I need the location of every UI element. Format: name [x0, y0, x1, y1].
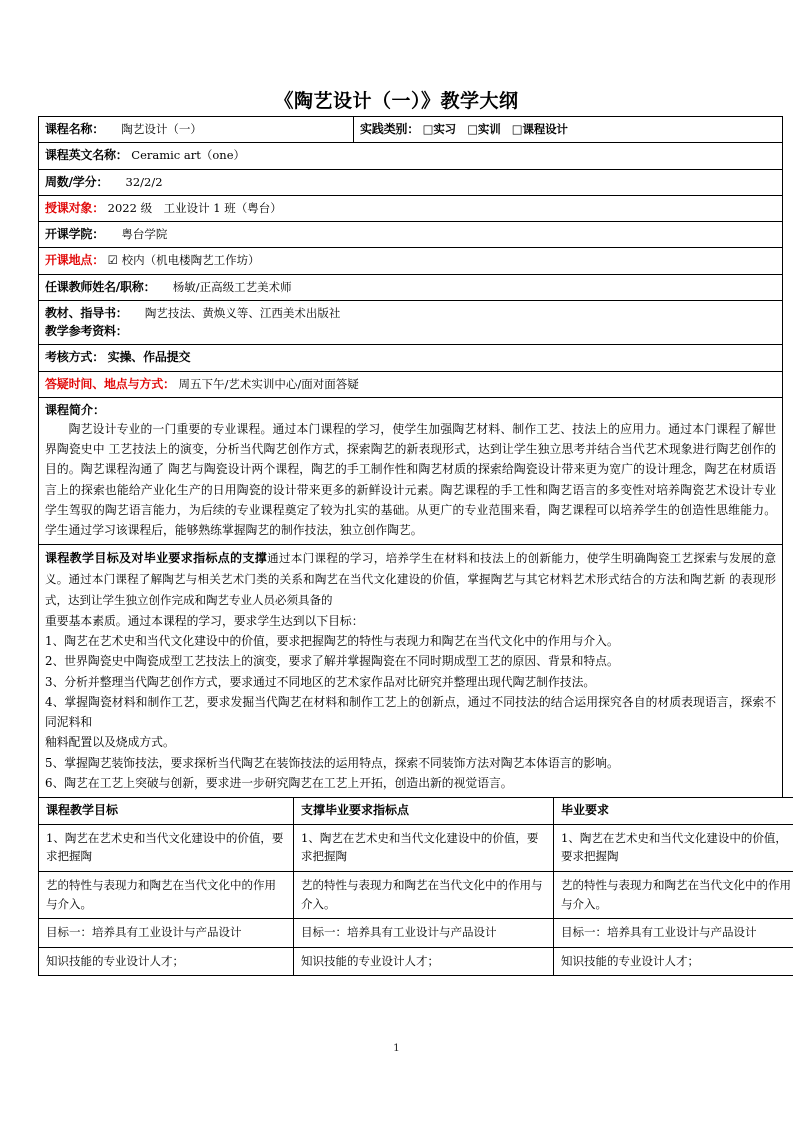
matrix-cell-indicator: 知识技能的专业设计人才； [294, 947, 554, 976]
table-row [39, 274, 783, 300]
cell-objectives [39, 545, 783, 798]
cell-weeks-credits [39, 169, 783, 195]
objectives-heading: 课程教学目标及对毕业要求指标点的支撑 [45, 551, 268, 566]
objectives-lead: 通过本门课程的学习，培养学生在材料和技法上的创新能力，使学生明确陶瓷工艺探索与发展的意义。通过本门课程了解陶艺与相关艺术门类的关系和陶艺在当代文化建设的价值，掌握陶艺与其它材料艺术形式结合的方法和陶艺新 的表现形式，达到让学生独立创作完成和陶艺专业人员必须具备的 [45, 551, 776, 607]
matrix-cell-requirement: 艺的特性与表现力和陶艺在当代文化中的作用与介入。 [554, 871, 793, 918]
cell-textbook-and-reference [39, 300, 783, 345]
objective-item: 2、世界陶瓷史中陶瓷成型工艺技法上的演变，要求了解并掌握陶瓷在不同时期成型工艺的原因、背景和特点。 [45, 654, 619, 669]
table-row [39, 169, 783, 195]
cell-course-intro [39, 397, 783, 545]
syllabus-sheet [38, 116, 791, 976]
reference-label: 教学参考资料： [45, 324, 128, 338]
cell-qa [39, 371, 783, 397]
course-name-value: 陶艺设计（一） [121, 122, 202, 136]
table-row [39, 345, 783, 371]
table-row [39, 397, 783, 545]
intro-heading: 课程简介： [45, 402, 106, 417]
audience-label: 授课对象： [45, 200, 105, 215]
matrix-cell-objective: 目标一：培养具有工业设计与产品设计 [39, 919, 294, 948]
location-checkbox-value[interactable]: ☑ 校内（机电楼陶艺工作坊） [107, 253, 260, 268]
table-header-row [39, 798, 793, 824]
textbook-value: 陶艺技法、黄焕义等、江西美术出版社 [144, 305, 341, 320]
table-row [39, 919, 793, 948]
objective-item: 3、分析并整理当代陶艺创作方式，要求通过不同地区的艺术家作品对比研究并整理出现代陶艺制作技法。 [45, 674, 596, 689]
matrix-cell-indicator: 艺的特性与表现力和陶艺在当代文化中的作用与介入。 [294, 871, 554, 918]
cell-course-english-name [39, 143, 783, 169]
cell-assessment [39, 345, 783, 371]
course-english-value: Ceramic art（one） [131, 148, 246, 163]
location-label: 开课地点： [45, 253, 105, 268]
objectives-lead2: 重要基本素质。通过本课程的学习，要求学生达到以下目标： [45, 613, 364, 628]
intro-paragraph: 陶艺设计专业的一门重要的专业课程。通过本门课程的学习，使学生加强陶艺材料、制作工艺、技法上的应用力。通过本门课程了解世界陶瓷史中 工艺技法上的演变，分析当代陶艺创作方式，探索陶艺的新表现形式，达到让学生独立思考并结合当代艺术现象进行陶艺创作的目的。陶艺课程沟通了 陶艺与陶瓷设计两个课程，陶艺的手工制作性和陶艺材质的探索给陶瓷设计带来更为宽广的设计理念，陶艺在材质语言上的探索也能给产业化生产的日用陶瓷的设计带来更多的新鲜设计元素。陶艺课程的手工性和陶艺语言的多变性对培养陶瓷艺术设计专业学生驾驭的陶艺语言能力，为后续的专业课程奠定了较为扎实的基础。从更广的专业范围来看，陶艺课程可以培养学生的创造性思维能力。学生通过学习该课程后，能够熟练掌握陶艺的制作技法，独立创作陶艺。 [45, 421, 776, 538]
practice-type-label: 实践类别： [360, 122, 420, 136]
table-row [39, 371, 783, 397]
page-title: 《陶艺设计（一）》教学大纲 [274, 90, 519, 112]
table-row [39, 143, 783, 169]
objectives-lead-block [45, 548, 776, 610]
textbook-line [45, 304, 776, 322]
course-english-label: 课程英文名称： [45, 148, 128, 163]
college-label: 开课学院： [45, 227, 105, 241]
matrix-cell-requirement: 知识技能的专业设计人才； [554, 947, 793, 976]
matrix-cell-indicator: 1、陶艺在艺术史和当代文化建设中的价值，要求把握陶 [294, 824, 554, 871]
course-info-table [38, 116, 783, 798]
qa-label: 答疑时间、地点与方式： [45, 376, 175, 391]
cell-audience [39, 195, 783, 221]
weeks-credits-value: 32/2/2 [125, 174, 163, 189]
cell-location [39, 248, 783, 274]
table-row [39, 545, 783, 798]
objective-item: 1、陶艺在艺术史和当代文化建设中的价值，要求把握陶艺的特性与表现力和陶艺在当代文化中的作用与介入。 [45, 634, 619, 649]
table-row [39, 117, 783, 143]
matrix-cell-objective: 艺的特性与表现力和陶艺在当代文化中的作用与介入。 [39, 871, 294, 918]
college-value: 粤台学院 [121, 227, 168, 241]
table-row [39, 248, 783, 274]
table-row [39, 195, 783, 221]
checkbox-group-practice[interactable]: □实习 □实训 □课程设计 [422, 122, 568, 136]
cell-course-name [39, 117, 354, 143]
table-row [39, 824, 793, 871]
matrix-cell-requirement: 目标一：培养具有工业设计与产品设计 [554, 919, 793, 948]
assessment-value: 实操、作品提交 [107, 350, 191, 365]
assessment-label: 考核方式： [45, 350, 105, 365]
cell-practice-type [354, 117, 783, 143]
objective-item: 5、掌握陶艺装饰技法，要求探析当代陶艺在装饰技法的运用特点，探索不同装饰方法对陶艺本体语言的影响。 [45, 755, 619, 770]
teacher-label: 任课教师姓名/职称： [45, 279, 156, 294]
textbook-label: 教材、指导书： [45, 305, 128, 320]
matrix-cell-requirement: 1、陶艺在艺术史和当代文化建设中的价值，要求把握陶 [554, 824, 793, 871]
matrix-header-graduation-requirement: 毕业要求 [554, 798, 793, 824]
objective-item: 6、陶艺在工艺上突破与创新，要求进一步研究陶艺在工艺上开拓，创造出新的视觉语言。 [45, 775, 513, 790]
page-number: 1 [393, 1042, 400, 1054]
qa-value: 周五下午/艺术实训中心/面对面答疑 [178, 376, 359, 391]
audience-value: 2022 级 工业设计 1 班（粤台） [107, 200, 282, 215]
cell-teacher [39, 274, 783, 300]
table-row [39, 947, 793, 976]
matrix-cell-indicator: 目标一：培养具有工业设计与产品设计 [294, 919, 554, 948]
matrix-header-support-indicator: 支撑毕业要求指标点 [294, 798, 554, 824]
objectives-matrix-table [38, 797, 793, 976]
teacher-value: 杨敏/正高级工艺美术师 [172, 279, 292, 294]
weeks-credits-label: 周数/学分： [45, 174, 109, 189]
table-row [39, 871, 793, 918]
course-name-label: 课程名称： [45, 122, 105, 136]
matrix-cell-objective: 知识技能的专业设计人才； [39, 947, 294, 976]
matrix-header-course-objective: 课程教学目标 [39, 798, 294, 824]
table-row [39, 300, 783, 345]
objective-item: 4、掌握陶瓷材料和制作工艺，要求发掘当代陶艺在材料和制作工艺上的创新点，通过不同技法的结合运用探究各自的材质表现语言，探索不同泥料和 [45, 694, 776, 730]
matrix-cell-objective: 1、陶艺在艺术史和当代文化建设中的价值，要求把握陶 [39, 824, 294, 871]
objective-item: 釉料配置以及烧成方式。 [45, 735, 175, 750]
reference-line [45, 322, 776, 340]
cell-college [39, 222, 783, 248]
table-row [39, 222, 783, 248]
